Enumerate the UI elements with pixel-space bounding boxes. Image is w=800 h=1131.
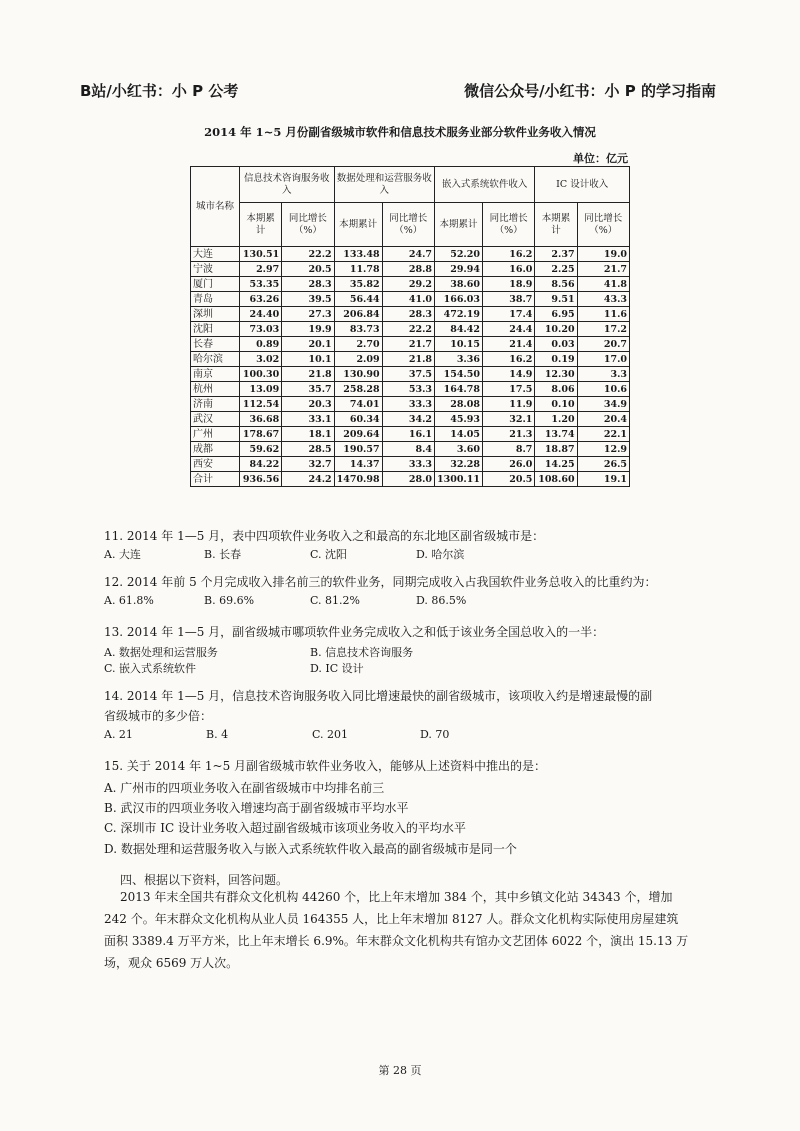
value-cell: 53.35 [240, 277, 282, 292]
value-cell: 1300.11 [434, 472, 482, 487]
paragraph-line: 2013 年末全国共有群众文化机构 44260 个，比上年末增加 384 个，其中乡镇文化站 34343 个，增加 [120, 890, 673, 904]
option[interactable]: D. 70 [420, 728, 450, 741]
value-cell: 38.60 [434, 277, 482, 292]
paragraph-line: 242 个。年末群众文化机构从业人员 164355 人，比上年末增加 8127 人。群众文化机构实际使用房屋建筑 [104, 912, 679, 926]
value-cell: 178.67 [240, 427, 282, 442]
option[interactable]: B. 武汉市的四项业务收入增速均高于副省级城市平均水平 [104, 801, 409, 815]
sub-header: 本期累计 [240, 203, 282, 247]
value-cell: 41.8 [577, 277, 629, 292]
value-cell: 20.1 [282, 337, 334, 352]
value-cell: 19.0 [577, 247, 629, 262]
table-row [191, 277, 630, 292]
value-cell: 2.70 [334, 337, 382, 352]
question-15: 15. 关于 2014 年 1~5 月副省级城市软件业务收入，能够从上述资料中推出的是： [104, 759, 547, 773]
table-row [191, 442, 630, 457]
value-cell: 164.78 [434, 382, 482, 397]
value-cell: 108.60 [535, 472, 577, 487]
value-cell: 20.7 [577, 337, 629, 352]
city-cell: 厦门 [191, 277, 240, 292]
value-cell: 2.09 [334, 352, 382, 367]
city-cell: 宁波 [191, 262, 240, 277]
table-row [191, 472, 630, 487]
value-cell: 34.9 [577, 397, 629, 412]
value-cell: 0.89 [240, 337, 282, 352]
value-cell: 6.95 [535, 307, 577, 322]
option[interactable]: D. 86.5% [416, 594, 467, 607]
option[interactable]: B. 4 [206, 728, 229, 741]
value-cell: 20.5 [482, 472, 534, 487]
value-cell: 24.4 [482, 322, 534, 337]
section-paragraph [104, 886, 714, 974]
question-11: 11. 2014 年 1—5 月，表中四项软件业务收入之和最高的东北地区副省级城市是： [104, 529, 545, 543]
table-row [191, 397, 630, 412]
q11-options [104, 546, 464, 562]
option[interactable]: B. 长春 [204, 548, 242, 561]
sub-header: 同比增长（%） [382, 203, 434, 247]
sub-header: 本期累计 [334, 203, 382, 247]
sub-header: 本期累计 [535, 203, 577, 247]
value-cell: 45.93 [434, 412, 482, 427]
value-cell: 21.4 [482, 337, 534, 352]
value-cell: 166.03 [434, 292, 482, 307]
table-row [191, 307, 630, 322]
value-cell: 24.7 [382, 247, 434, 262]
value-cell: 28.5 [282, 442, 334, 457]
value-cell: 73.03 [240, 322, 282, 337]
city-cell: 济南 [191, 397, 240, 412]
question-14-cont: 省级城市的多少倍： [104, 709, 213, 723]
option[interactable]: D. 哈尔滨 [416, 548, 465, 561]
value-cell: 32.1 [482, 412, 534, 427]
question-12: 12. 2014 年前 5 个月完成收入排名前三的软件业务，同期完成收入占我国软件业务总收入的比重约为： [104, 575, 657, 589]
q13-options [104, 644, 413, 660]
value-cell: 21.8 [382, 352, 434, 367]
value-cell: 3.60 [434, 442, 482, 457]
sub-header: 本期累计 [434, 203, 482, 247]
value-cell: 3.02 [240, 352, 282, 367]
value-cell: 29.2 [382, 277, 434, 292]
value-cell: 43.3 [577, 292, 629, 307]
value-cell: 2.37 [535, 247, 577, 262]
option[interactable]: A. 61.8% [104, 594, 154, 607]
paragraph-line: 面积 3389.4 万平方米，比上年末增长 6.9%。年末群众文化机构共有馆办文艺团体 6022 个，演出 15.13 万 [104, 934, 689, 948]
value-cell: 28.08 [434, 397, 482, 412]
value-cell: 16.1 [382, 427, 434, 442]
value-cell: 20.4 [577, 412, 629, 427]
value-cell: 10.6 [577, 382, 629, 397]
value-cell: 60.34 [334, 412, 382, 427]
table-body [191, 247, 630, 487]
value-cell: 33.3 [382, 457, 434, 472]
value-cell: 14.37 [334, 457, 382, 472]
value-cell: 936.56 [240, 472, 282, 487]
value-cell: 206.84 [334, 307, 382, 322]
sub-header: 同比增长（%） [577, 203, 629, 247]
value-cell: 56.44 [334, 292, 382, 307]
table-row [191, 412, 630, 427]
option[interactable]: A. 大连 [104, 548, 141, 561]
value-cell: 24.40 [240, 307, 282, 322]
group-header: 信息技术咨询服务收入 [240, 167, 335, 203]
value-cell: 20.5 [282, 262, 334, 277]
value-cell: 84.22 [240, 457, 282, 472]
option[interactable]: A. 数据处理和运营服务 [104, 646, 218, 659]
value-cell: 133.48 [334, 247, 382, 262]
value-cell: 33.1 [282, 412, 334, 427]
table-row [191, 337, 630, 352]
value-cell: 17.5 [482, 382, 534, 397]
value-cell: 2.97 [240, 262, 282, 277]
value-cell: 11.9 [482, 397, 534, 412]
city-cell: 成都 [191, 442, 240, 457]
value-cell: 52.20 [434, 247, 482, 262]
value-cell: 1470.98 [334, 472, 382, 487]
page-number: 第 28 页 [378, 1064, 422, 1077]
value-cell: 36.68 [240, 412, 282, 427]
value-cell: 10.20 [535, 322, 577, 337]
value-cell: 17.2 [577, 322, 629, 337]
option[interactable]: B. 69.6% [204, 594, 255, 607]
city-cell: 哈尔滨 [191, 352, 240, 367]
value-cell: 28.3 [382, 307, 434, 322]
option[interactable]: C. 深圳市 IC 设计业务收入超过副省级城市该项业务收入的平均水平 [104, 821, 466, 835]
value-cell: 59.62 [240, 442, 282, 457]
table-row [191, 262, 630, 277]
city-cell: 南京 [191, 367, 240, 382]
value-cell: 8.56 [535, 277, 577, 292]
value-cell: 34.2 [382, 412, 434, 427]
city-cell: 大连 [191, 247, 240, 262]
city-cell: 沈阳 [191, 322, 240, 337]
value-cell: 130.51 [240, 247, 282, 262]
value-cell: 20.3 [282, 397, 334, 412]
value-cell: 3.36 [434, 352, 482, 367]
city-cell: 合计 [191, 472, 240, 487]
value-cell: 21.3 [482, 427, 534, 442]
table-row [191, 247, 630, 262]
value-cell: 18.1 [282, 427, 334, 442]
city-cell: 广州 [191, 427, 240, 442]
city-cell: 西安 [191, 457, 240, 472]
value-cell: 9.51 [535, 292, 577, 307]
value-cell: 41.0 [382, 292, 434, 307]
value-cell: 33.3 [382, 397, 434, 412]
option[interactable]: C. 嵌入式系统软件 [104, 662, 197, 675]
value-cell: 32.7 [282, 457, 334, 472]
value-cell: 1.20 [535, 412, 577, 427]
value-cell: 19.9 [282, 322, 334, 337]
value-cell: 12.9 [577, 442, 629, 457]
value-cell: 22.2 [382, 322, 434, 337]
value-cell: 35.7 [282, 382, 334, 397]
question-13: 13. 2014 年 1—5 月，副省级城市哪项软件业务完成收入之和低于该业务全国总收入的一半： [104, 625, 605, 639]
value-cell: 38.7 [482, 292, 534, 307]
value-cell: 12.30 [535, 367, 577, 382]
value-cell: 11.6 [577, 307, 629, 322]
value-cell: 28.0 [382, 472, 434, 487]
header-right: 微信公众号/小红书：小 P 的学习指南 [464, 82, 716, 100]
option[interactable]: A. 广州市的四项业务收入在副省级城市中均排名前三 [104, 781, 385, 795]
sub-header: 同比增长（%） [282, 203, 334, 247]
value-cell: 19.1 [577, 472, 629, 487]
table-row [191, 367, 630, 382]
value-cell: 8.06 [535, 382, 577, 397]
value-cell: 16.2 [482, 352, 534, 367]
option[interactable]: C. 201 [312, 728, 349, 741]
value-cell: 100.30 [240, 367, 282, 382]
table-row [191, 322, 630, 337]
value-cell: 37.5 [382, 367, 434, 382]
value-cell: 154.50 [434, 367, 482, 382]
group-header: 数据处理和运营服务收入 [334, 167, 434, 203]
option[interactable]: D. IC 设计 [310, 662, 364, 675]
value-cell: 17.0 [577, 352, 629, 367]
value-cell: 24.2 [282, 472, 334, 487]
table-row [191, 352, 630, 367]
header-left: B站/小红书：小 P 公考 [80, 82, 239, 100]
value-cell: 21.8 [282, 367, 334, 382]
value-cell: 63.26 [240, 292, 282, 307]
city-header: 城市名称 [191, 167, 240, 247]
table-unit: 单位：亿元 [573, 152, 628, 165]
value-cell: 28.8 [382, 262, 434, 277]
value-cell: 18.87 [535, 442, 577, 457]
value-cell: 0.19 [535, 352, 577, 367]
value-cell: 14.9 [482, 367, 534, 382]
city-cell: 武汉 [191, 412, 240, 427]
value-cell: 130.90 [334, 367, 382, 382]
option[interactable]: A. 21 [104, 728, 133, 741]
value-cell: 18.9 [482, 277, 534, 292]
question-14: 14. 2014 年 1—5 月，信息技术咨询服务收入同比增速最快的副省级城市，该项收入约是增速最慢的副 [104, 689, 653, 703]
section-heading: 四、根据以下资料，回答问题。 [120, 873, 289, 887]
table-row [191, 427, 630, 442]
value-cell: 22.1 [577, 427, 629, 442]
value-cell: 13.09 [240, 382, 282, 397]
group-header: IC 设计收入 [535, 167, 630, 203]
value-cell: 22.2 [282, 247, 334, 262]
q14-options [104, 728, 449, 741]
value-cell: 8.4 [382, 442, 434, 457]
option[interactable]: C. 81.2% [310, 594, 360, 607]
option[interactable]: B. 信息技术咨询服务 [310, 646, 414, 659]
table-title: 2014 年 1~5 月份副省级城市软件和信息技术服务业部分软件业务收入情况 [204, 125, 596, 139]
value-cell: 26.0 [482, 457, 534, 472]
value-cell: 35.82 [334, 277, 382, 292]
table-row [191, 292, 630, 307]
city-cell: 深圳 [191, 307, 240, 322]
value-cell: 112.54 [240, 397, 282, 412]
value-cell: 28.3 [282, 277, 334, 292]
paragraph-line: 场，观众 6569 万人次。 [104, 956, 239, 970]
table-row [191, 457, 630, 472]
sub-header: 同比增长（%） [482, 203, 534, 247]
value-cell: 0.03 [535, 337, 577, 352]
q12-options [104, 594, 466, 607]
value-cell: 14.05 [434, 427, 482, 442]
option[interactable]: C. 沈阳 [310, 548, 348, 561]
value-cell: 21.7 [577, 262, 629, 277]
value-cell: 17.4 [482, 307, 534, 322]
value-cell: 0.10 [535, 397, 577, 412]
value-cell: 74.01 [334, 397, 382, 412]
option[interactable]: D. 数据处理和运营服务收入与嵌入式系统软件收入最高的副省级城市是同一个 [104, 842, 517, 856]
value-cell: 29.94 [434, 262, 482, 277]
value-cell: 472.19 [434, 307, 482, 322]
table-row [191, 382, 630, 397]
city-cell: 杭州 [191, 382, 240, 397]
value-cell: 8.7 [482, 442, 534, 457]
value-cell: 16.0 [482, 262, 534, 277]
city-cell: 长春 [191, 337, 240, 352]
value-cell: 10.15 [434, 337, 482, 352]
value-cell: 2.25 [535, 262, 577, 277]
value-cell: 209.64 [334, 427, 382, 442]
value-cell: 26.5 [577, 457, 629, 472]
value-cell: 11.78 [334, 262, 382, 277]
value-cell: 84.42 [434, 322, 482, 337]
value-cell: 21.7 [382, 337, 434, 352]
value-cell: 13.74 [535, 427, 577, 442]
value-cell: 32.28 [434, 457, 482, 472]
value-cell: 258.28 [334, 382, 382, 397]
value-cell: 3.3 [577, 367, 629, 382]
q13-options-row2 [104, 660, 364, 676]
value-cell: 16.2 [482, 247, 534, 262]
value-cell: 10.1 [282, 352, 334, 367]
value-cell: 53.3 [382, 382, 434, 397]
value-cell: 14.25 [535, 457, 577, 472]
group-header: 嵌入式系统软件收入 [434, 167, 534, 203]
value-cell: 83.73 [334, 322, 382, 337]
value-cell: 27.3 [282, 307, 334, 322]
value-cell: 39.5 [282, 292, 334, 307]
value-cell: 190.57 [334, 442, 382, 457]
city-cell: 青岛 [191, 292, 240, 307]
revenue-table [190, 166, 630, 487]
